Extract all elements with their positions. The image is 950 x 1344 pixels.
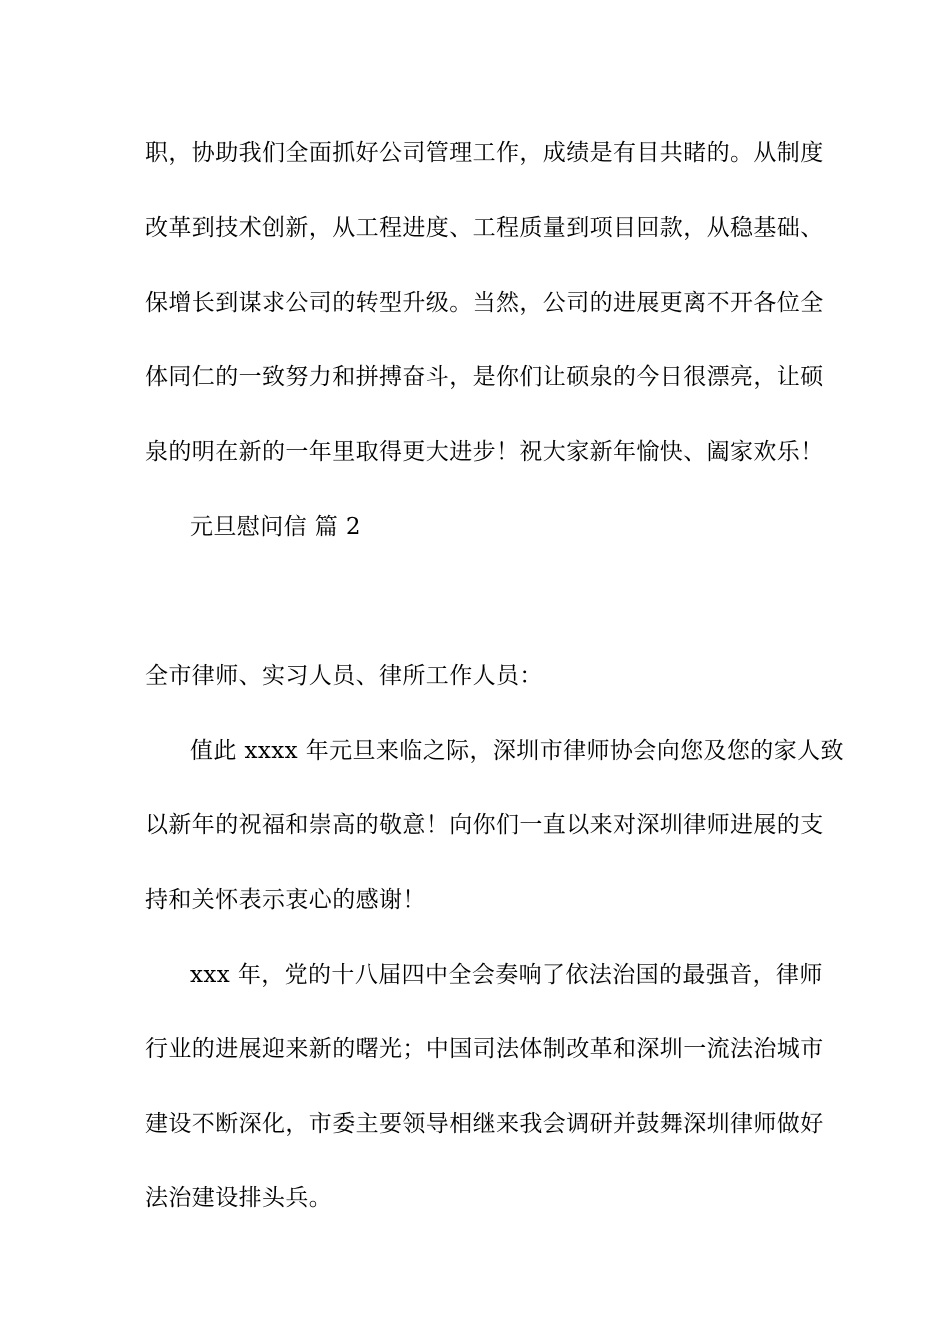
paragraph-line: 建设不断深化，市委主要领导相继来我会调研并鼓舞深圳律师做好 <box>145 1111 824 1137</box>
paragraph-line: 法治建设排头兵。 <box>145 1185 333 1211</box>
paragraph-line: 职，协助我们全面抓好公司管理工作，成绩是有目共睹的。从制度 <box>145 140 824 166</box>
salutation: 全市律师、实习人员、律所工作人员： <box>145 663 543 689</box>
paragraph-line: 体同仁的一致努力和拼搏奋斗，是你们让硕泉的今日很漂亮，让硕 <box>145 364 824 390</box>
paragraph-line: 持和关怀表示衷心的感谢！ <box>145 887 426 913</box>
section-title: 元旦慰问信 篇 2 <box>190 514 361 540</box>
paragraph-line: 改革到技术创新，从工程进度、工程质量到项目回款，从稳基础、 <box>145 215 824 241</box>
paragraph-line: 以新年的祝福和崇高的敬意！向你们一直以来对深圳律师进展的支 <box>145 812 824 838</box>
paragraph-line: xxx 年，党的十八届四中全会奏响了依法治国的最强音，律师 <box>190 962 823 988</box>
paragraph-line: 保增长到谋求公司的转型升级。当然，公司的进展更离不开各位全 <box>145 290 824 316</box>
paragraph-line: 泉的明在新的一年里取得更大进步！祝大家新年愉快、阖家欢乐！ <box>145 439 824 465</box>
paragraph-line: 行业的进展迎来新的曙光；中国司法体制改革和深圳一流法治城市 <box>145 1036 824 1062</box>
paragraph-line: 值此 xxxx 年元旦来临之际，深圳市律师协会向您及您的家人致 <box>190 738 844 764</box>
